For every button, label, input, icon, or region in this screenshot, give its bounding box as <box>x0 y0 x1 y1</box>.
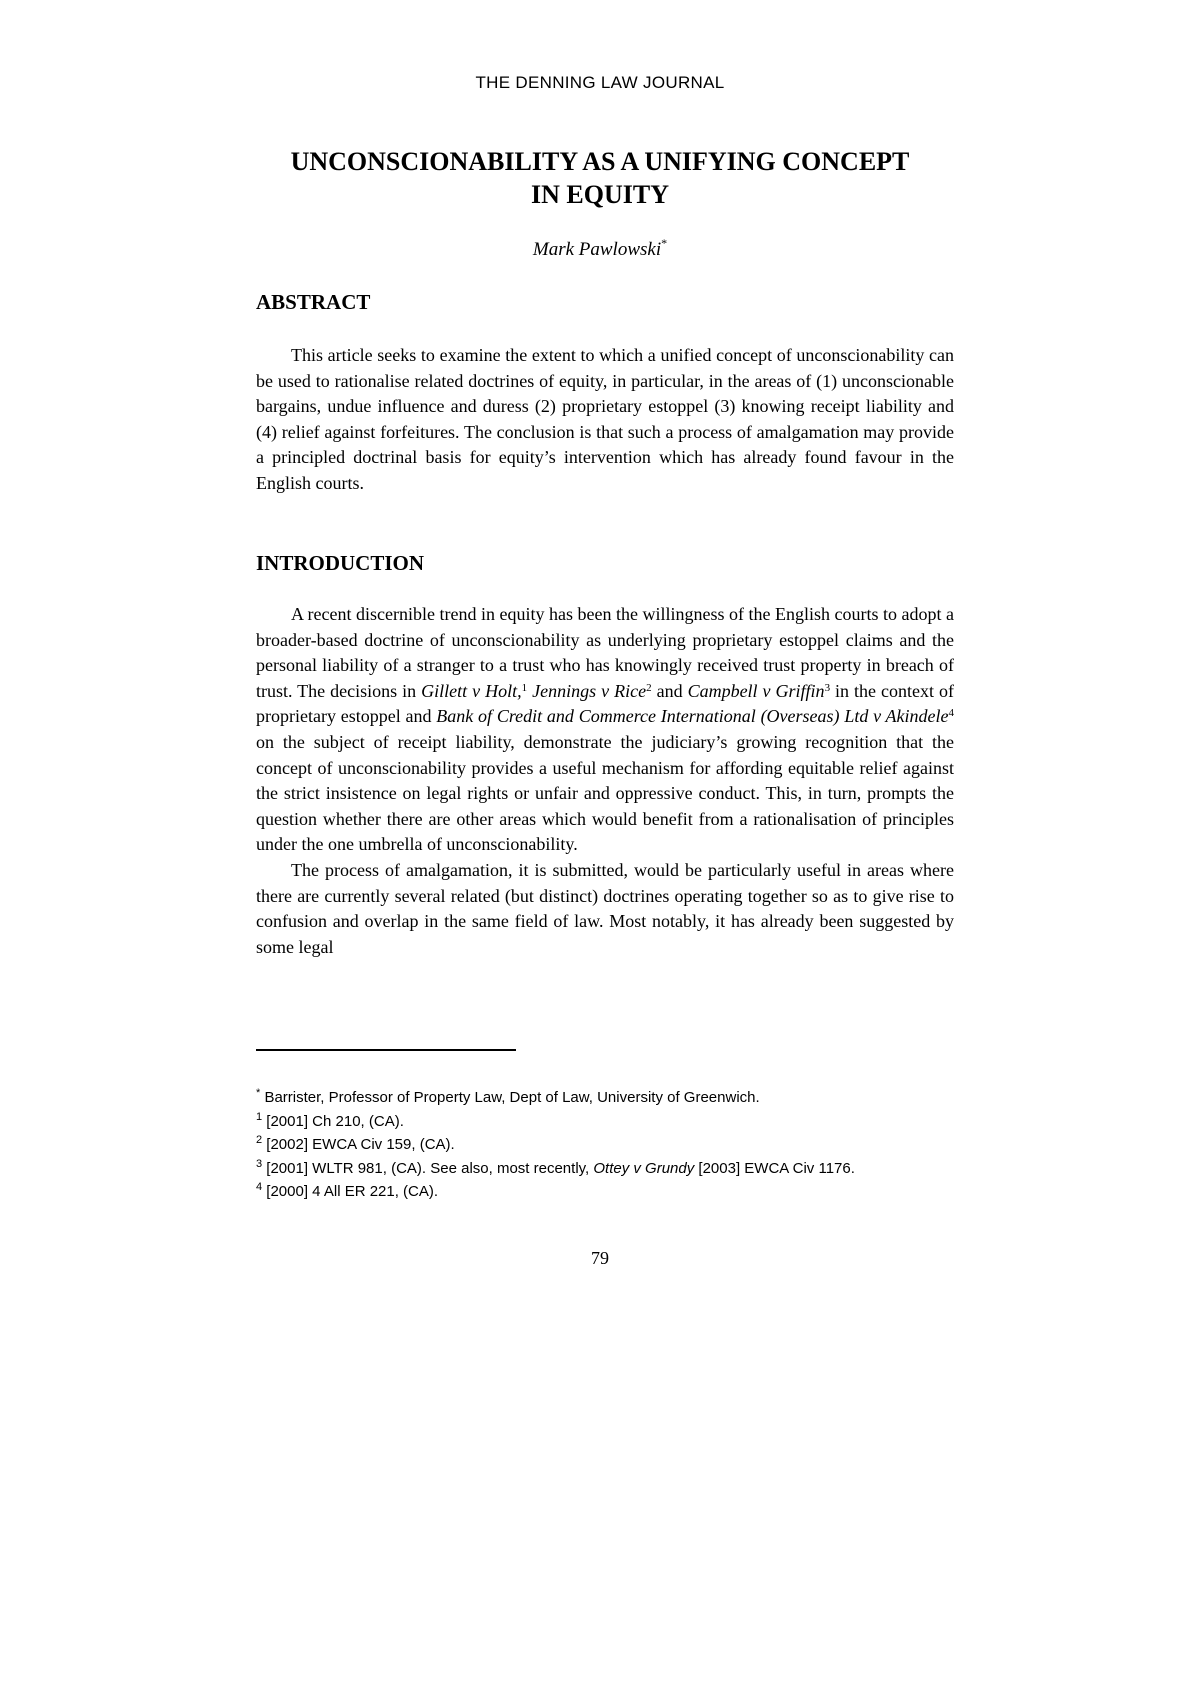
abstract-paragraph: This article seeks to examine the extent to which a unified concept of unconscionability can be used to rationalise related doctrines of equity, in particular, in the areas of (1) unconscionable bargains, undue influence and duress (2) proprietary estoppel (3) knowing receipt liability and (4) relief against forfeitures. The conclusion is that such a process of amalgamation may provide a principled doctrinal basis for equity’s intervention which has already found favour in the English courts. <box>256 345 954 493</box>
running-head: THE DENNING LAW JOURNAL <box>475 73 725 92</box>
footnote-ref: 2 <box>646 681 652 694</box>
author-line <box>0 236 1200 261</box>
footnote: $^1$ [2001] Ch 210, (CA). <box>256 1110 404 1130</box>
case-citation: Gillett v Holt, <box>421 680 522 701</box>
author-footnote-mark: * <box>661 236 668 250</box>
abstract-heading: ABSTRACT <box>256 290 371 314</box>
title-line-2: IN EQUITY <box>531 180 669 209</box>
intro-paragraph-2: The process of amalgamation, it is submitted, would be particularly useful in areas where there are currently several related (but distinct) doctrines operating together so as to give rise to confusion and overlap in the same field of law. Most notably, it has already been suggested by some legal <box>256 859 954 957</box>
footnote-ref: 4 <box>948 707 955 720</box>
title-line-1: UNCONSCIONABILITY AS A UNIFYING CONCEPT <box>290 147 910 176</box>
footnote: * Barrister, Professor of Property Law, Dept of Law, University of Greenwich. <box>256 1087 760 1106</box>
case-citation: Campbell v Griffin <box>687 680 825 701</box>
footnote-ref: 3 <box>824 681 831 694</box>
intro-paragraph-1: A recent discernible trend in equity has been the willingness of the English courts to adopt a broader-based doctrine of unconscionability as underlying proprietary estoppel claims and the personal liability of a stranger to a trust who has knowingly received trust property in breach of trust. The decisions in Gillett v Holt,$^1$ Jennings v Rice$^2$ and Campbell v Griffin$^3$ in the context of proprietary estoppel and Bank of Credit and Commerce International (Overseas) Ltd v Akindele$^4$ on the subject of receipt liability, demonstrate the judiciary’s growing recognition that the concept of unconscionability provides a useful mechanism for affording equitable relief against the strict insistence on legal rights or unfair and oppressive conduct. This, in turn, prompts the question whether there are other areas which would benefit from a rationalisation of principles under the one umbrella of unconscionability. <box>256 604 955 855</box>
page-number: 79 <box>591 1248 609 1268</box>
footnote-ref: 1 <box>521 681 528 694</box>
article-title <box>240 145 960 211</box>
footnote: $^3$ [2001] WLTR 981, (CA). See also, most recently, Ottey v Grundy [2003] EWCA Civ 1176. <box>256 1157 855 1177</box>
case-citation: Bank of Credit and Commerce International (Overseas) Ltd v Akindele <box>436 706 949 727</box>
footnote: $^4$ [2000] 4 All ER 221, (CA). <box>256 1181 439 1200</box>
case-citation: Ottey v Grundy <box>593 1159 695 1177</box>
case-citation: Jennings v Rice <box>532 680 647 701</box>
introduction-body <box>256 602 954 960</box>
abstract-body <box>256 343 954 497</box>
introduction-heading: INTRODUCTION <box>256 551 425 575</box>
footnote-divider <box>256 1049 516 1051</box>
author-name: Mark Pawlowski <box>532 239 662 260</box>
footnote: $^2$ [2002] EWCA Civ 159, (CA). <box>256 1134 455 1153</box>
footnotes <box>256 1086 954 1204</box>
